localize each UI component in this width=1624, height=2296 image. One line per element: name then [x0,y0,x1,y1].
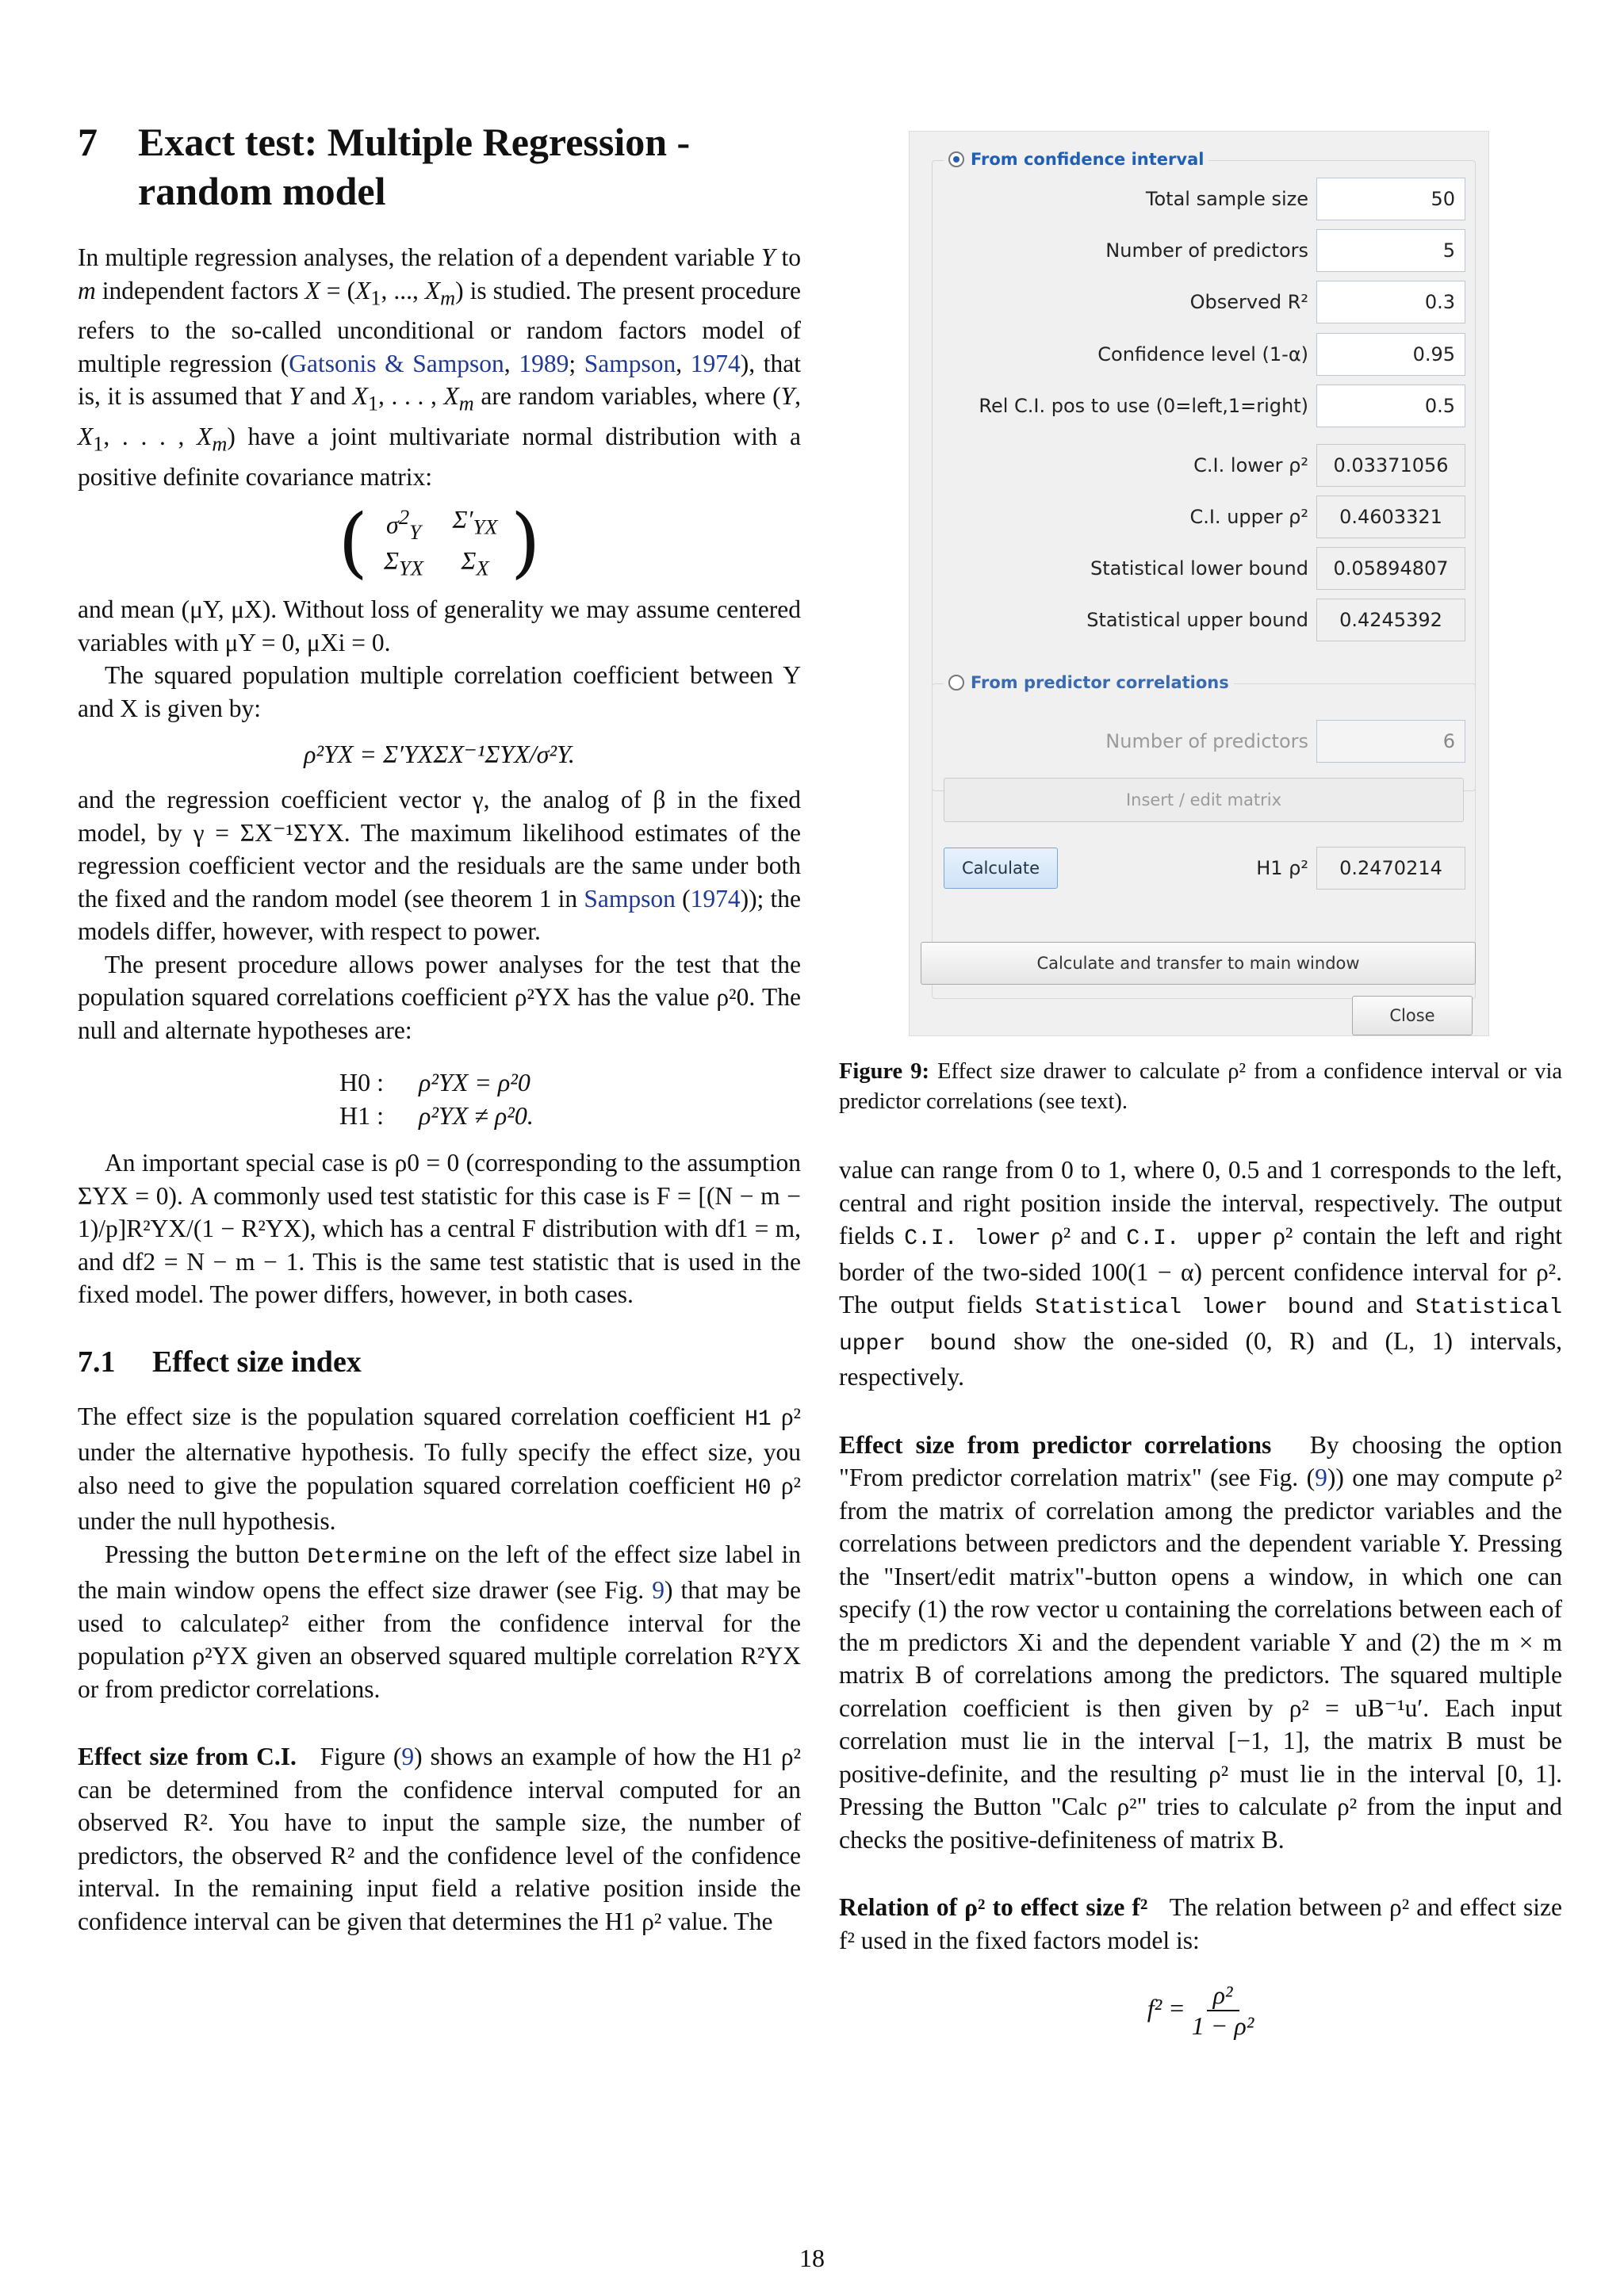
pc-number-of-predictors-input[interactable]: 6 [1316,720,1465,763]
rel-ci-pos-input[interactable]: 0.5 [1316,385,1465,427]
h1-rho2-output: 0.2470214 [1316,847,1465,890]
confidence-interval-label: From confidence interval [971,150,1205,169]
ci-upper-output: 0.4603321 [1316,496,1465,538]
ci-lower-row: C.I. lower ρ² 0.03371056 [933,443,1475,488]
section-number: 7 [78,120,98,164]
subsection-heading: 7.1 Effect size index [78,1345,362,1379]
observed-r2-input[interactable]: 0.3 [1316,281,1465,323]
predictor-correlations-radio[interactable] [948,675,964,691]
paragraph-effect-size: The effect size is the population squared correlation coefficient H1 ρ² under the alternative hypothesis. To fully specify the effect size, you also need to give the population squared correlation coefficient H0 ρ² under the null hypothesis. [78,1402,801,1536]
total-sample-size-input[interactable]: 50 [1316,178,1465,220]
paragraph-mean: and mean (μY, μX). Without loss of generality we may assume centered variables with μY = 0, μXi = 0. [78,595,801,656]
left-column [78,117,801,1938]
confidence-level-row: Confidence level (1-α) 0.95 [933,332,1475,377]
effect-size-drawer [909,131,1489,1036]
ci-upper-row: C.I. upper ρ² 0.4603321 [933,495,1475,539]
section-heading [78,117,801,216]
h1-rho2-row: H1 ρ² 0.2470214 [933,846,1475,890]
number-of-predictors-input[interactable]: 5 [1316,229,1465,272]
paragraph-effect-size-ci: Effect size from C.I. Figure (9) shows an example of how the H1 ρ² can be determined from the confidence interval computed for an observed R². You have to input the sample size, the number of predictors, the observed R² and the confidence level of the confidence interval. In the remaining input field a relative position inside the confidence interval can be given that determines the H1 ρ² value. The [78,1743,801,1935]
rel-ci-pos-row: Rel C.I. pos to use (0=left,1=right) 0.5 [933,384,1475,428]
paragraph-predictor-correlations: Effect size from predictor correlations By choosing the option "From predictor correlation matrix" (see Fig. (9)) one may compute ρ² from the matrix of correlation among the predictor variables and the correlations between predictors and the dependent variable Y. Pressing the "Insert/edit matrix"-button opens a window, in which one can specify (1) the row vector u containing the correlations between each of the m predictors Xi and the dependent variable Y and (2) the m × m matrix B of correlations among the predictors. The squared multiple correlation coefficient is then given by ρ² = uB⁻¹u′. Each input correlation must lie in the interval [−1, 1], the matrix B must be positive-definite, and the resulting ρ² must lie in the interval [0, 1]. Pressing the Button "Calc ρ²" tries to calculate ρ² from the input and checks the positive-definiteness of matrix B. [839,1430,1563,1854]
statistical-lower-bound-row: Statistical lower bound 0.05894807 [933,546,1475,591]
equation-f2: f² = $\frac{\text{ρ²}}{\text{1 − ρ²}}$ [1147,1980,1254,2040]
citation-gatsonis-sampson[interactable]: Gatsonis & Sampson [289,349,504,377]
citation-sampson-2[interactable]: Sampson [584,884,676,913]
calculate-and-transfer-button[interactable]: Calculate and transfer to main window [921,942,1476,985]
covariance-matrix: ( $\sigma^2_Y$ $\Sigma'_{YX}$ $\Sigma_{YX}$ $\Sigma_X$ ) [338,498,541,587]
section-title: Exact test: Multiple Regression - random model [138,120,691,213]
statistical-upper-bound-row: Statistical upper bound 0.4245392 [933,598,1475,642]
figure-link-9c[interactable]: 9 [1315,1464,1327,1491]
paragraph-determine: Pressing the button Determine on the left of the effect size label in the main window opens the effect size drawer (see Fig. 9) that may be used to calculateρ² either from the confidence interval for the population ρ²YX given an observed squared multiple correlation R²YX or from predictor correlations. [78,1540,801,1703]
statistical-upper-bound-output: 0.4245392 [1316,599,1465,641]
hypothesis-h1: H1 : ρ²YX ≠ ρ²0. [339,1101,534,1131]
figure-caption: Figure 9: Effect size drawer to calculate ρ² from a confidence interval or via predictor correlations (see text). [839,1059,1563,1114]
calculate-button[interactable]: Calculate [944,848,1058,889]
statistical-lower-bound-output: 0.05894807 [1316,547,1465,590]
figure-link-9[interactable]: 9 [652,1576,665,1605]
citation-year-1974-2[interactable]: 1974 [690,884,741,913]
predictor-correlations-label: From predictor correlations [971,673,1229,692]
close-button[interactable]: Close [1352,996,1473,1035]
insert-edit-matrix-button[interactable]: Insert / edit matrix [944,778,1464,822]
paragraph-regression-vector: and the regression coefficient vector γ, the analog of β in the fixed model, by γ = ΣX⁻¹ΣYX. The maximum likelihood estimates of the regression coefficient vector and the residuals are the same under both the fixed and the random model (see theorem 1 in Sampson (1974)); the models differ, however, with respect to power. [78,786,801,946]
paragraph-special-case: An important special case is ρ0 = 0 (corresponding to the assumption ΣYX = 0). A commonly used test statistic for this case is F = [(N − m − 1)/p]R²YX/(1 − R²YX), which has a central F distribution with df1 = m, and df2 = N − m − 1. This is the same test statistic that is used in the fixed model. The power differs, however, in both cases. [78,1149,801,1309]
confidence-interval-radio[interactable] [948,151,964,167]
number-of-predictors-row: Number of predictors 5 [933,228,1475,273]
citation-year-1989[interactable]: 1989 [519,349,569,377]
pc-number-of-predictors-row: Number of predictors 6 [933,719,1475,763]
equation-rho-squared: ρ²YX = Σ′YXΣX⁻¹ΣYX/σ²Y. [304,740,575,769]
citation-sampson[interactable]: Sampson [584,349,676,377]
citation-year-1974[interactable]: 1974 [690,349,741,377]
confidence-level-input[interactable]: 0.95 [1316,333,1465,376]
hypothesis-h0: H0 : ρ²YX = ρ²0 [339,1068,530,1097]
paragraph-output-fields: value can range from 0 to 1, where 0, 0.5 and 1 corresponds to the left, central and right position inside the interval, respectively. The output fields C.I. lower ρ² and C.I. upper ρ² contain the left and right border of the two-sided 100(1 − α) percent confidence interval for ρ². The output fields Statistical lower bound and Statistical upper bound show the one-sided (0, R) and (L, 1) intervals, respectively. [839,1156,1563,1391]
paragraph-relation-f2: Relation of ρ² to effect size f² The relation between ρ² and effect size f² used in the fixed factors model is: [839,1893,1563,1954]
paragraph-intro: In multiple regression analyses, the relation of a dependent variable Y to m independent factors $X = (X_1$, ..., $X_m$) is studied. The present procedure refers to the so-called unconditional or random factors model of multiple regression (Gatsonis & Sampson, 1989; Sampson, 1974), that is, it is assumed that Y and $X_1$, . . . , $X_m$ are random variables, where (Y, $X_1$, . . . , $X_m$) have a joint multivariate normal distribution with a positive definite covariance matrix: [78,243,802,491]
total-sample-size-row: Total sample size 50 [933,177,1475,221]
page-number: 18 [799,2244,825,2272]
ci-lower-output: 0.03371056 [1316,444,1465,487]
paragraph-squared-correlation: The squared population multiple correlation coefficient between Y and X is given by: [78,661,801,722]
paragraph-hypotheses-intro: The present procedure allows power analyses for the test that the population squared correlations coefficient ρ²YX has the value ρ²0. The null and alternate hypotheses are: [78,950,801,1044]
figure-link-9b[interactable]: 9 [401,1743,415,1771]
observed-r2-row: Observed R² 0.3 [933,280,1475,324]
hypotheses [339,1066,801,1132]
right-column [839,131,1562,2055]
